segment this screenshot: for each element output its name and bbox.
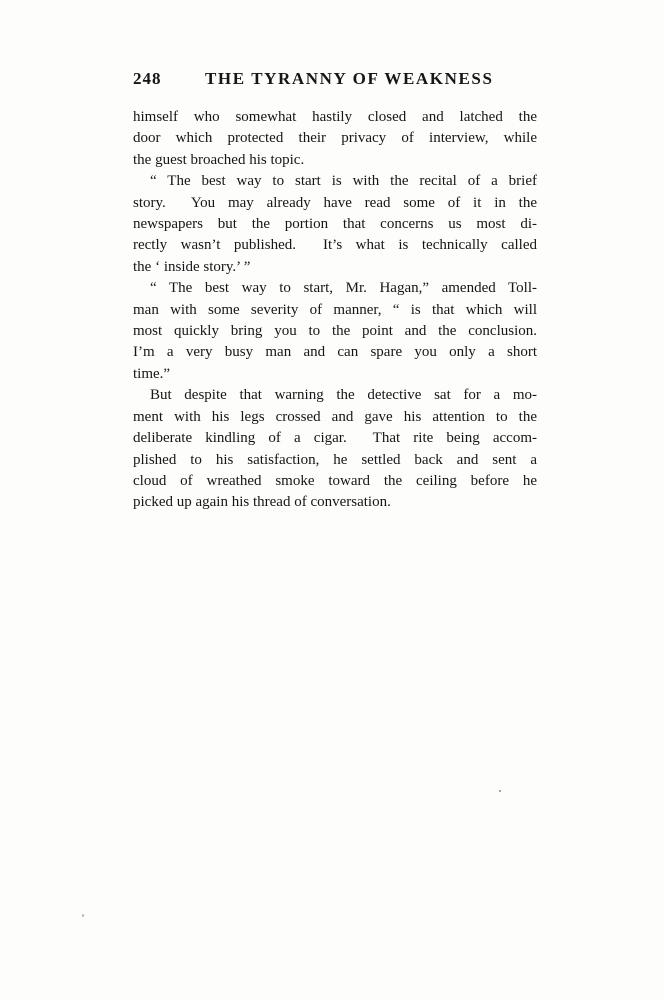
text-line: door which protected their privacy of interview, while xyxy=(133,130,537,147)
text-line: the guest broached his topic. xyxy=(133,151,305,168)
text-line: plished to his satisfaction, he settled back and sent a xyxy=(133,451,537,468)
text-line: rectly wasn’t published. It’s what is technically called xyxy=(133,237,537,254)
running-title: THE TYRANNY OF WEAKNESS xyxy=(204,69,494,88)
text-line: the ‘ inside story.’ ” xyxy=(133,258,251,275)
text-line: cloud of wreathed smoke toward the ceiling before he xyxy=(133,472,537,489)
text-line: most quickly bring you to the point and the conclusion. xyxy=(133,323,537,340)
paragraph xyxy=(133,171,537,278)
page-body xyxy=(133,107,537,514)
text-line: ment with his legs crossed and gave his attention to the xyxy=(133,408,537,425)
text-line: “ The best way to start, Mr. Hagan,” amended Toll- xyxy=(150,280,537,297)
text-line: man with some severity of manner, “ is that which will xyxy=(133,301,537,318)
text-line: But despite that warning the detective sat for a mo- xyxy=(150,387,537,404)
page-number: 248 xyxy=(133,69,162,88)
page-header xyxy=(133,69,537,89)
text-line: deliberate kindling of a cigar. That rite being accom- xyxy=(133,430,537,447)
text-line: newspapers but the portion that concerns us most di- xyxy=(133,216,537,233)
paragraph xyxy=(133,385,537,513)
text-line: picked up again his thread of conversation. xyxy=(133,494,391,511)
paragraph xyxy=(133,107,537,171)
paragraph xyxy=(133,278,537,385)
text-line: story. You may already have read some of it in the xyxy=(133,194,537,211)
text-line: himself who somewhat hastily closed and latched the xyxy=(133,109,537,125)
scan-speck xyxy=(499,790,501,792)
scan-speck xyxy=(82,914,84,917)
text-line: “ The best way to start is with the recital of a brief xyxy=(150,173,537,190)
text-line: time.” xyxy=(133,365,171,382)
text-line: I’m a very busy man and can spare you only a short xyxy=(133,344,537,361)
